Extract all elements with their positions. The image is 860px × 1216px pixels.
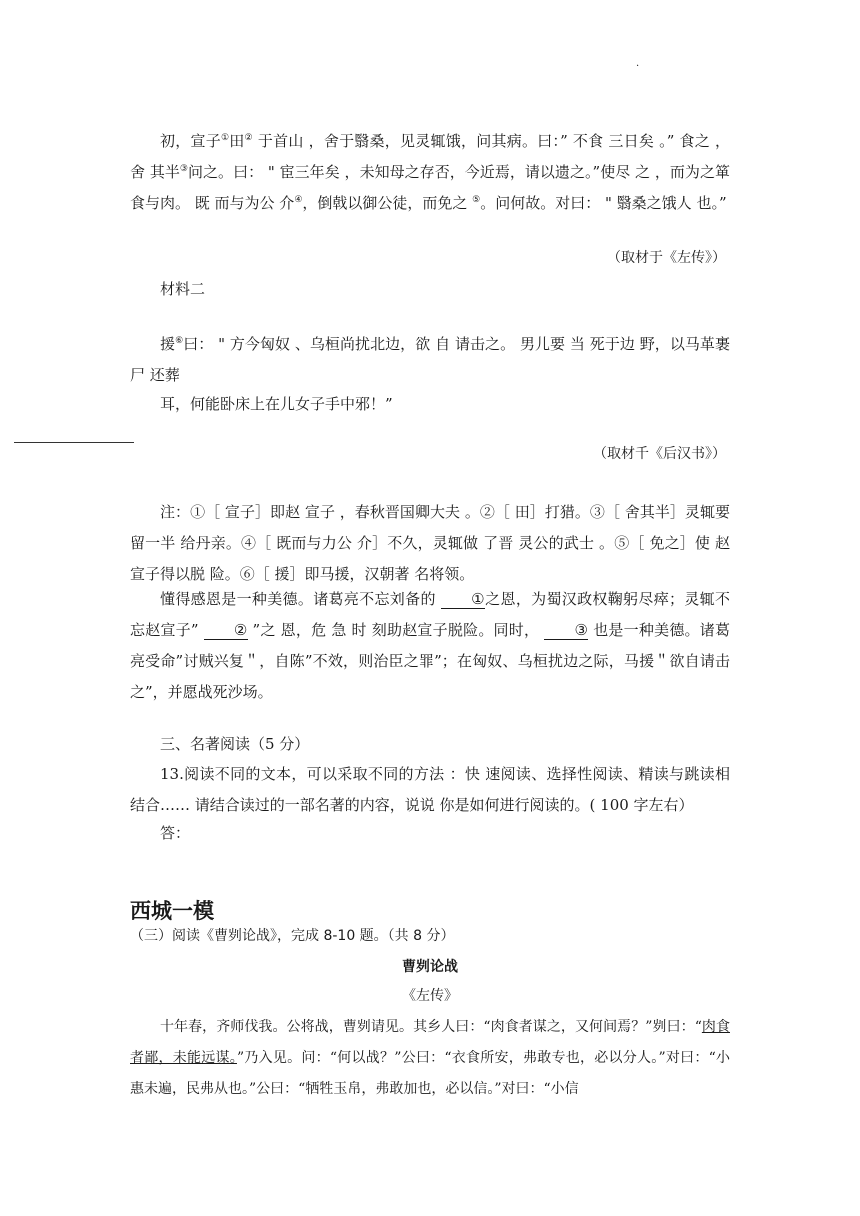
material1-text: 田 (229, 132, 245, 150)
material1-text: 于首山 ，舍于翳桑，见灵辄饿，问其病。曰：” 不食 三日矣 。” 食之 ，舍 其半 (130, 132, 730, 181)
material1-text: 。问何故。对曰： " 翳桑之饿人 也。” (480, 194, 727, 212)
material1-text: ，倒戟以御公徒，而免之 (302, 194, 473, 212)
material2-paragraph (130, 329, 730, 391)
blank-2: ② (204, 621, 248, 640)
material1-source: （取材于《左传》） (607, 250, 726, 266)
fill-text-4: 也是一种美德。诸葛亮受命”讨贼兴复＂，自陈”不效，则治臣之罪”；在匈奴、乌桓扰边之际，马援＂欲自请击之”，并愿战死沙场。 (130, 621, 731, 701)
passage-text-1: 十年春，齐师伐我。公将战，曹刿请见。其乡人曰：“肉食者谋之，又何间焉？”刿曰：“ (160, 1019, 702, 1035)
material2-title: 材料二 (160, 280, 206, 298)
material2-paragraph-end: 耳，何能卧床上在儿女子手中邪！” (160, 395, 393, 413)
material1-footnote-marker: ⑤ (472, 195, 481, 205)
fill-text-3: ”之 恩，危 急 时 刻助赵宣子脱险。同时， (247, 621, 545, 639)
material2-footnote-marker: ⑥ (175, 336, 184, 346)
section-heading: 西城一模 (130, 899, 214, 923)
material1-footnote-marker: ② (244, 133, 253, 143)
material1-footnote-marker: ③ (179, 164, 188, 174)
blank-1: ① (441, 590, 485, 609)
fill-text-2: 之恩，为蜀汉政权鞠躬尽瘁；灵辄不忘赵宣子” (130, 590, 730, 639)
fill-text-1: 懂得感恩是一种美德。诸葛亮不忘刘备的 (160, 590, 441, 608)
footnote-divider (14, 442, 134, 443)
annotation-notes: 注：①［ 宣子］即赵 宣子 ，春秋晋国卿大夫 。②［ 田］打猎。③［ 舍其半］灵辄要 留一半 给丹亲。④［ 既而与力公 介］不久，灵辄做 了晋 灵公的武士 。⑤［ 免之］使 赵宣子得以脱 险。⑥［ 援］即马援，汉朝著 名将领。 (130, 503, 730, 583)
material1-footnote-marker: ① (220, 133, 230, 143)
material1-footnote-marker: ④ (294, 195, 303, 205)
material2-text: 援 (160, 335, 176, 353)
passage-title: 曹刿论战 (402, 959, 458, 975)
material2-text: 曰： " 方今匈奴 、乌桓尚扰北边，欲 自 请击之。 男儿要 当 死于边 野，以马革裹尸 还葬 (130, 335, 730, 384)
passage-text-2: ”乃入见。问：“何以战？”公曰：“衣食所安，弗敢专也，必以分人。”对曰：“小惠未遍，民弗从也。”公曰：“牺牲玉帛，弗敢加也，必以信。”对曰：“小信 (130, 1050, 730, 1097)
fill-in-paragraph (130, 584, 730, 708)
material2-source: （取材千《后汉书》） (593, 446, 726, 462)
question-13: 13.阅读不同的文本，可以采取不同的方法 ：快 速阅读、选择性阅读、精读与跳读相结合…… 请结合读过的一部名著的内容，说说 你是如何进行阅读的。( 100 字左右） (130, 765, 730, 814)
underlined-phrase: 肉食者鄙，未能远谋。 (130, 1019, 730, 1066)
answer-label: 答： (160, 824, 191, 842)
section-subheading: （三）阅读《曹刿论战》，完成 8-10 题。（共 8 分） (130, 928, 455, 944)
page-dot: . (636, 58, 640, 69)
blank-3: ③ (544, 621, 588, 640)
material1-text: 初，宣子 (160, 132, 221, 150)
material1-text: 问之。曰： " 宦三年矣 ，未知母之存否，今近焉，请以遗之。”使尽 之 ，而为之箪食与肉。 既 而与为公 介 (130, 163, 730, 212)
material1-paragraph (130, 126, 730, 219)
passage-paragraph (130, 1012, 730, 1105)
section3-title: 三、名著阅读（5 分） (160, 735, 310, 753)
passage-source: 《左传》 (402, 988, 458, 1004)
